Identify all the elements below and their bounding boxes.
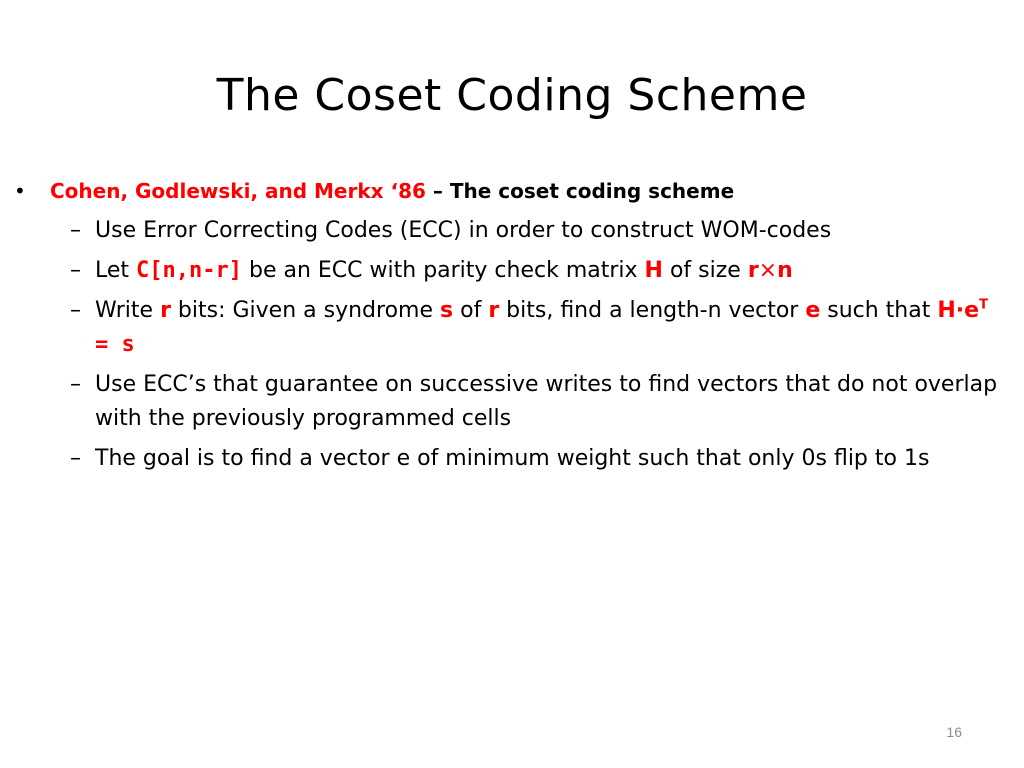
text-fragment: of size [662,258,748,283]
sub-bullet-ecc [0,214,1024,248]
code-notation: C[n,n-r] [136,258,242,283]
matrix-symbol: H [644,258,663,283]
size-r-symbol: r [747,258,759,283]
main-bullet [0,174,1024,208]
text-fragment: of [453,298,489,323]
sub-bullet-text: Use ECC’s that guarantee on successive writes to find vectors that do not overlap with the previously programmed cells [95,372,998,431]
text-fragment: bits: Given a syndrome [170,298,440,323]
slide-title: The Coset Coding Scheme [216,70,808,121]
text-fragment: bits, find a length-n vector [499,298,806,323]
text-fragment: Let [95,258,137,283]
times-symbol: × [758,258,778,283]
dash-marker: – [70,298,81,323]
s-symbol: s [440,298,454,323]
text-fragment: be an ECC with parity check matrix [242,258,645,283]
sub-bullet-ecc-guarantee [0,368,1024,436]
authors-citation: Cohen, Godlewski, and Merkx ‘86 [50,179,426,203]
equation-rhs: = s [95,332,135,357]
sub-bullet-let [0,254,1024,288]
sub-bullet-text: Use Error Correcting Codes (ECC) in order to construct WOM-codes [95,218,832,243]
dash-marker: – [70,372,81,397]
dash-marker: – [70,446,81,471]
sub-bullet-goal [0,442,1024,476]
dash-marker: – [70,258,81,283]
e-symbol: e [805,298,821,323]
main-bullet-text: – The coset coding scheme [425,179,735,203]
text-fragment: Write [95,298,161,323]
page-number: 16 [946,724,962,740]
text-fragment: such that [820,298,938,323]
dash-marker: – [70,218,81,243]
bullet-marker: • [14,179,26,203]
equation-lhs: H·e [937,298,980,323]
r-symbol: r [488,298,500,323]
size-n-symbol: n [777,258,793,283]
sub-bullet-text: The goal is to find a vector e of minimum weight such that only 0s flip to 1s [95,446,930,471]
sub-bullet-write [0,294,1024,362]
slide-content [0,174,1024,482]
r-symbol: r [160,298,171,323]
transpose-superscript: T [979,297,988,313]
